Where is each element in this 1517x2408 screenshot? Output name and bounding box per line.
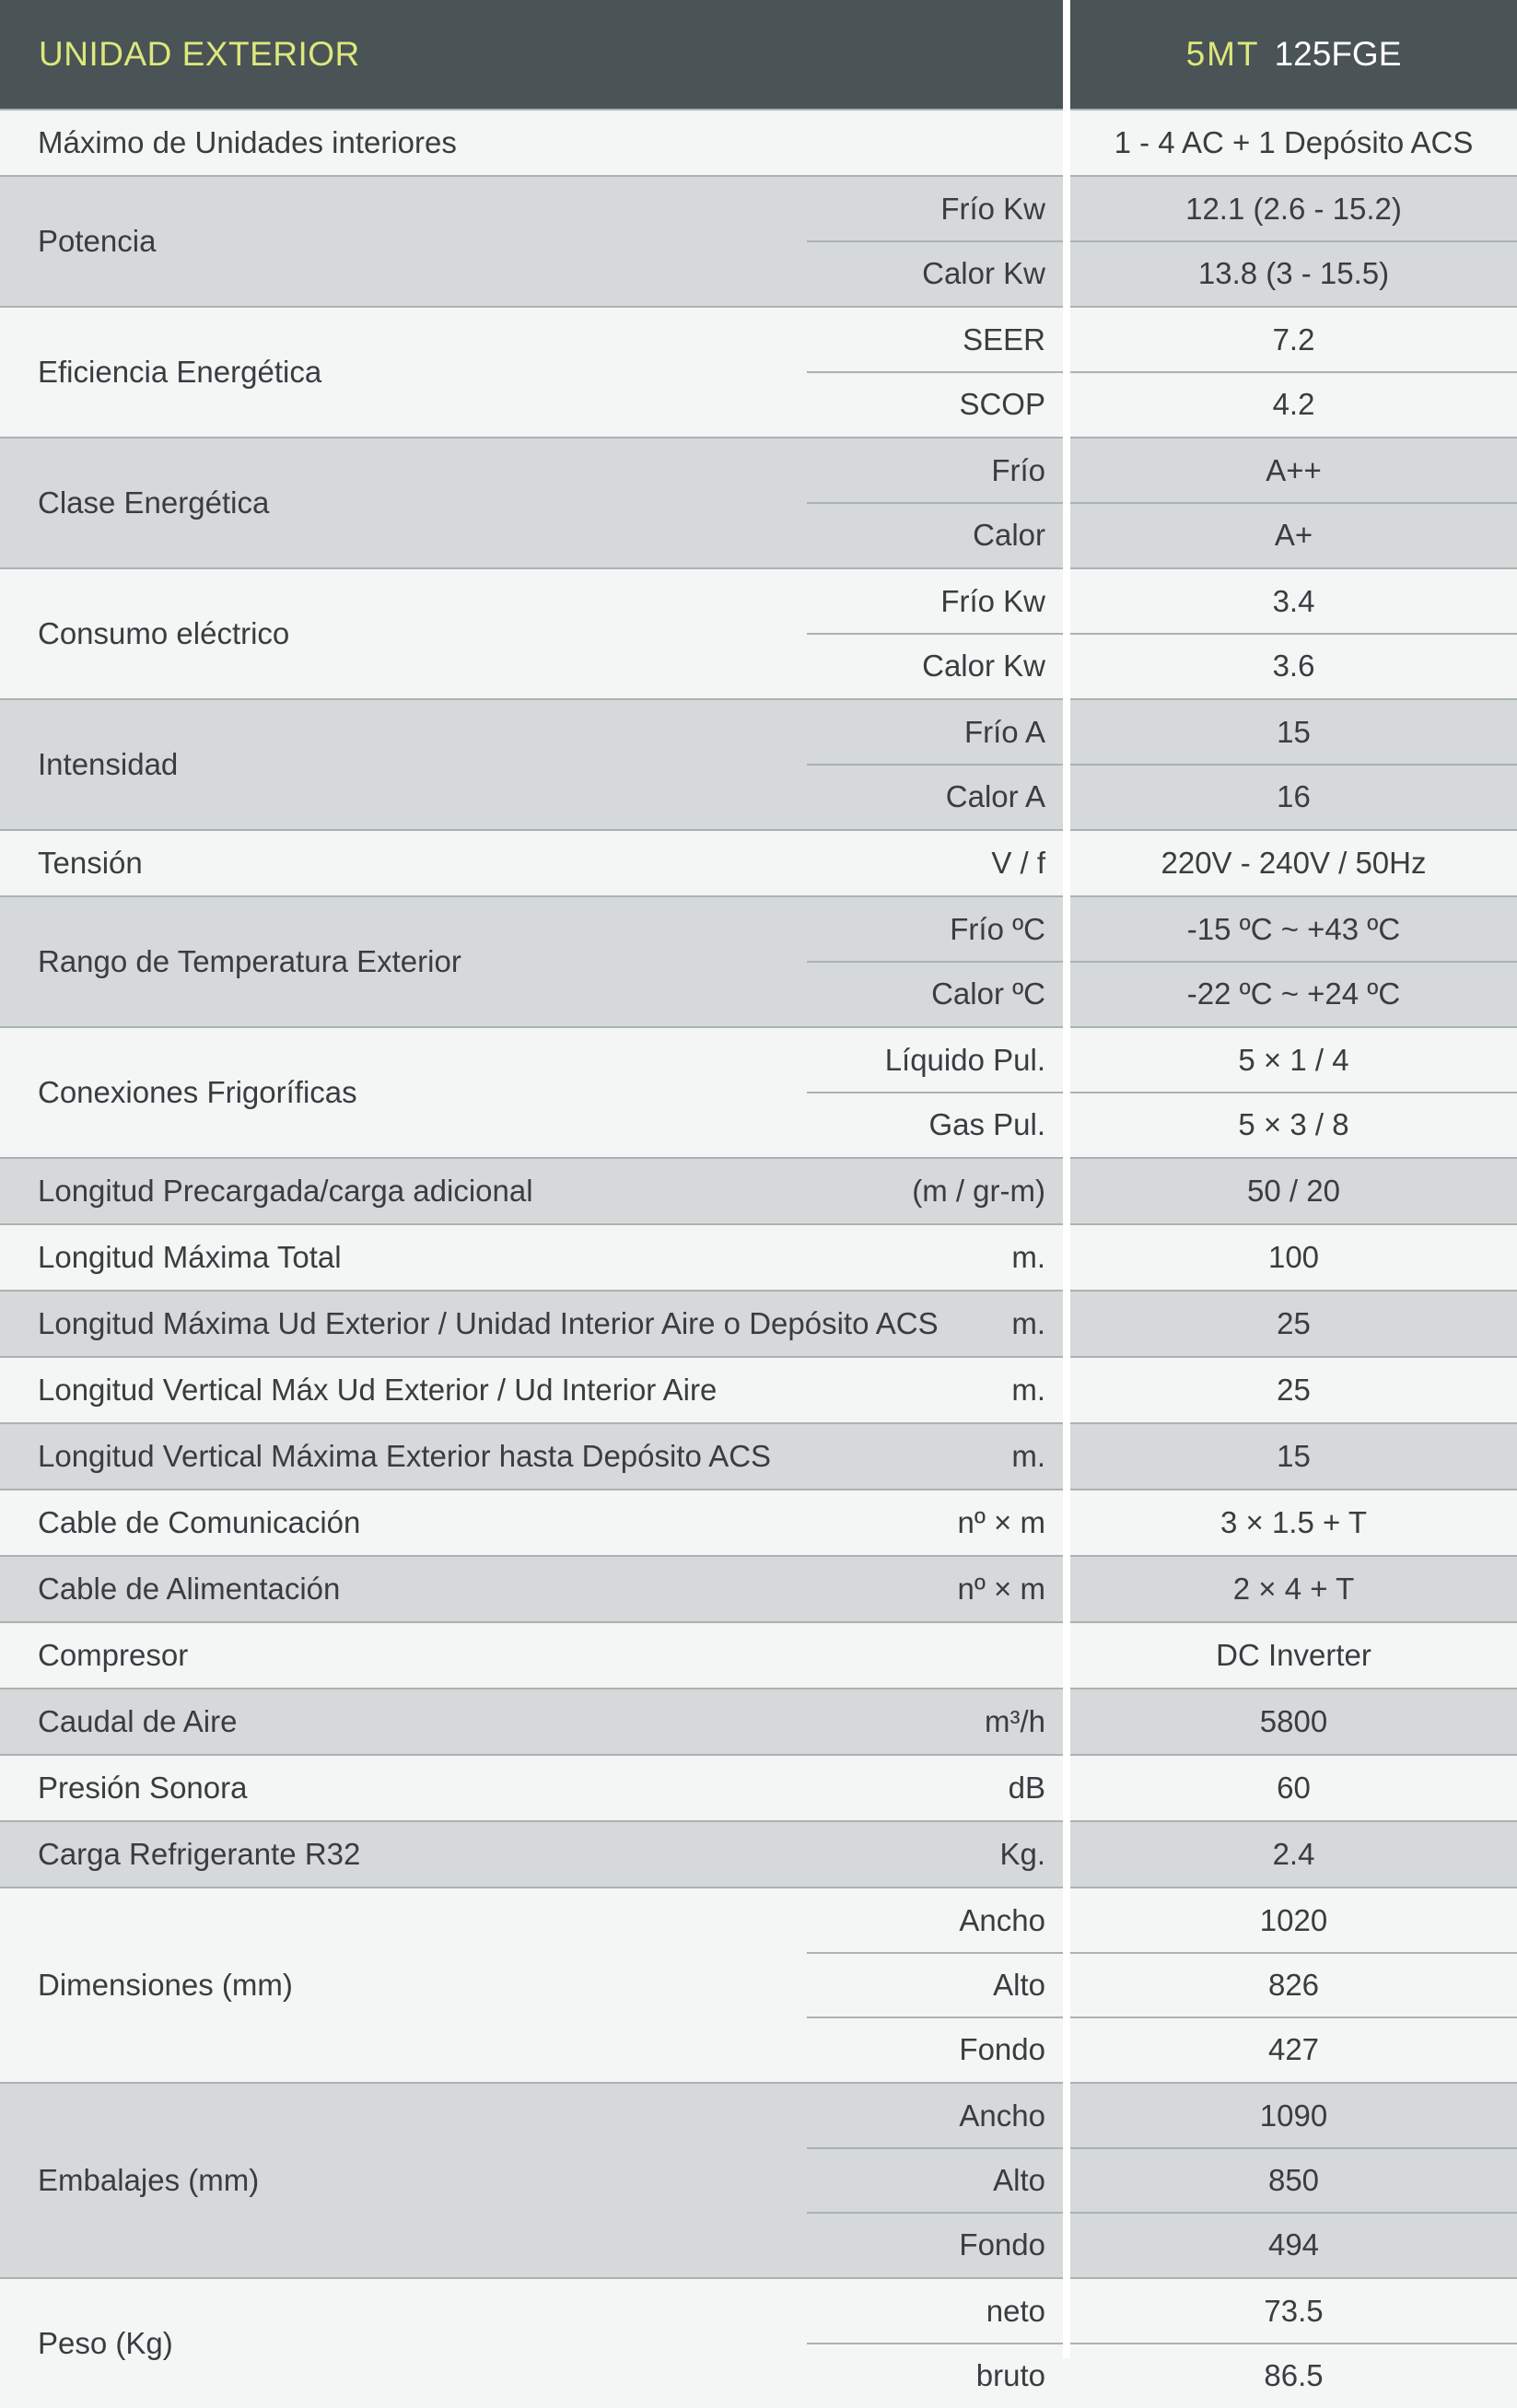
spec-unit-label: Fondo bbox=[959, 2227, 1045, 2262]
spec-subrow bbox=[0, 372, 1517, 437]
spec-value: 427 bbox=[1267, 2032, 1320, 2066]
spec-value: 494 bbox=[1267, 2227, 1320, 2262]
spec-unit-label: m. bbox=[1011, 1439, 1045, 1473]
spec-row bbox=[0, 1688, 1517, 1754]
spec-value: 1090 bbox=[1259, 2098, 1328, 2133]
spec-name: Dimensiones (mm) bbox=[38, 1968, 293, 2002]
spec-unit-label: m. bbox=[1011, 1373, 1045, 1407]
spec-value: 850 bbox=[1267, 2163, 1320, 2197]
spec-value: 12.1 (2.6 - 15.2) bbox=[1185, 192, 1402, 226]
spec-subrow bbox=[0, 1623, 1517, 1688]
spec-name: Máximo de Unidades interiores bbox=[38, 125, 457, 159]
spec-value: 100 bbox=[1267, 1240, 1320, 1274]
spec-value: 5 × 3 / 8 bbox=[1238, 1107, 1349, 1141]
spec-unit-label: dB bbox=[1008, 1771, 1045, 1805]
spec-name: Longitud Vertical Máx Ud Exterior / Ud Interior Aire bbox=[38, 1373, 718, 1407]
spec-subrow bbox=[0, 2213, 1517, 2277]
spec-value: 3.6 bbox=[1272, 649, 1315, 683]
spec-unit-label: m. bbox=[1011, 1240, 1045, 1274]
spec-name: Embalajes (mm) bbox=[38, 2163, 260, 2197]
spec-name: Longitud Precargada/carga adicional bbox=[38, 1174, 533, 1208]
spec-value: 15 bbox=[1277, 1439, 1311, 1473]
spec-unit-label: m³/h bbox=[985, 1704, 1045, 1738]
spec-unit-label: Ancho bbox=[959, 2098, 1045, 2133]
spec-unit-label: Frío bbox=[991, 453, 1045, 487]
header-model-cell bbox=[1070, 0, 1517, 109]
spec-unit-label: Calor bbox=[973, 518, 1045, 552]
spec-subrow bbox=[0, 1358, 1517, 1422]
spec-unit-label: nº × m bbox=[957, 1572, 1045, 1606]
spec-subrow bbox=[0, 1225, 1517, 1290]
spec-unit-label: V / f bbox=[991, 846, 1045, 880]
spec-value: 86.5 bbox=[1264, 2358, 1324, 2392]
spec-unit-label: Fondo bbox=[959, 2032, 1045, 2066]
spec-row bbox=[0, 1820, 1517, 1887]
spec-unit-label: bruto bbox=[975, 2358, 1045, 2392]
spec-value: A+ bbox=[1274, 518, 1313, 552]
spec-value: -22 ºC ~ +24 ºC bbox=[1186, 976, 1401, 1011]
spec-value: -15 ºC ~ +43 ºC bbox=[1186, 912, 1401, 946]
spec-value: A++ bbox=[1266, 453, 1322, 487]
spec-value: 826 bbox=[1267, 1968, 1320, 2002]
spec-subrow bbox=[0, 1159, 1517, 1223]
spec-row bbox=[0, 306, 1517, 437]
spec-value: 4.2 bbox=[1272, 387, 1315, 421]
spec-row bbox=[0, 1290, 1517, 1356]
spec-row bbox=[0, 1157, 1517, 1223]
spec-unit-label: Calor Kw bbox=[922, 256, 1045, 290]
spec-subrow bbox=[0, 1292, 1517, 1356]
spec-name: Peso (Kg) bbox=[38, 2326, 173, 2360]
spec-row bbox=[0, 1223, 1517, 1290]
spec-row bbox=[0, 175, 1517, 306]
spec-row bbox=[0, 2082, 1517, 2277]
spec-unit-label: Calor Kw bbox=[922, 649, 1045, 683]
spec-subrow bbox=[0, 831, 1517, 895]
spec-unit-label: Frío Kw bbox=[940, 192, 1045, 226]
spec-subrow bbox=[0, 438, 1517, 503]
spec-name: Caudal de Aire bbox=[38, 1704, 238, 1738]
spec-value: 1020 bbox=[1259, 1903, 1328, 1937]
spec-value: 2.4 bbox=[1272, 1837, 1315, 1871]
spec-subrow bbox=[0, 2148, 1517, 2213]
spec-name: Intensidad bbox=[38, 747, 179, 781]
spec-row bbox=[0, 567, 1517, 698]
spec-subrow bbox=[0, 1028, 1517, 1093]
spec-subrow bbox=[0, 1953, 1517, 2017]
spec-value: DC Inverter bbox=[1216, 1638, 1371, 1672]
spec-subrow bbox=[0, 634, 1517, 698]
spec-value: 1 - 4 AC + 1 Depósito ACS bbox=[1114, 125, 1474, 159]
spec-subrow bbox=[0, 241, 1517, 306]
spec-row bbox=[0, 1026, 1517, 1157]
spec-subrow bbox=[0, 1822, 1517, 1887]
column-divider bbox=[1063, 0, 1070, 2358]
spec-subrow bbox=[0, 1490, 1517, 1555]
spec-unit-label: Kg. bbox=[999, 1837, 1045, 1871]
spec-value: 3 × 1.5 + T bbox=[1219, 1505, 1367, 1539]
spec-name: Potencia bbox=[38, 224, 157, 258]
spec-subrow bbox=[0, 1424, 1517, 1489]
spec-unit-label: SEER bbox=[963, 322, 1045, 357]
spec-name: Tensión bbox=[38, 846, 143, 880]
spec-subrow bbox=[0, 962, 1517, 1026]
spec-unit-label: neto bbox=[986, 2294, 1045, 2328]
spec-name: Presión Sonora bbox=[38, 1771, 248, 1805]
spec-value: 2 × 4 + T bbox=[1232, 1572, 1355, 1606]
spec-row bbox=[0, 109, 1517, 175]
spec-name: Consumo eléctrico bbox=[38, 616, 290, 650]
spec-row bbox=[0, 1489, 1517, 1555]
spec-name: Longitud Vertical Máxima Exterior hasta Depósito ACS bbox=[38, 1439, 772, 1473]
spec-subrow bbox=[0, 1557, 1517, 1621]
model-prefix: 5MT bbox=[1185, 35, 1260, 73]
spec-unit-label: Líquido Pul. bbox=[884, 1043, 1045, 1077]
header-title: UNIDAD EXTERIOR bbox=[39, 35, 360, 73]
spec-unit-label: Alto bbox=[993, 1968, 1045, 2002]
spec-subrow bbox=[0, 1756, 1517, 1820]
spec-unit-label: Calor A bbox=[945, 779, 1045, 813]
spec-subrow bbox=[0, 700, 1517, 765]
model-suffix: 125FGE bbox=[1274, 35, 1402, 73]
spec-subrow bbox=[0, 2084, 1517, 2148]
spec-unit-label: Calor ºC bbox=[931, 976, 1045, 1011]
spec-value: 5 × 1 / 4 bbox=[1238, 1043, 1349, 1077]
spec-row bbox=[0, 1422, 1517, 1489]
spec-name: Conexiones Frigoríficas bbox=[38, 1075, 357, 1109]
spec-name: Eficiencia Energética bbox=[38, 355, 322, 389]
spec-value: 7.2 bbox=[1272, 322, 1315, 357]
spec-unit-label: nº × m bbox=[957, 1505, 1045, 1539]
spec-value: 73.5 bbox=[1264, 2294, 1324, 2328]
spec-subrow bbox=[0, 2344, 1517, 2408]
spec-subrow bbox=[0, 897, 1517, 962]
spec-unit-label: Alto bbox=[993, 2163, 1045, 2197]
spec-value: 25 bbox=[1277, 1373, 1311, 1407]
spec-row bbox=[0, 1621, 1517, 1688]
spec-subrow bbox=[0, 503, 1517, 567]
spec-value: 25 bbox=[1277, 1306, 1311, 1340]
spec-name: Longitud Máxima Ud Exterior / Unidad Interior Aire o Depósito ACS bbox=[38, 1306, 939, 1340]
spec-row bbox=[0, 829, 1517, 895]
spec-value: 5800 bbox=[1259, 1704, 1328, 1738]
spec-name: Carga Refrigerante R32 bbox=[38, 1837, 361, 1871]
spec-subrow bbox=[0, 308, 1517, 372]
spec-row bbox=[0, 1754, 1517, 1820]
spec-subrow bbox=[0, 111, 1517, 175]
spec-value: 16 bbox=[1277, 779, 1311, 813]
spec-name: Cable de Alimentación bbox=[38, 1572, 341, 1606]
spec-unit-label: m. bbox=[1011, 1306, 1045, 1340]
spec-unit-label: Ancho bbox=[959, 1903, 1045, 1937]
spec-value: 15 bbox=[1277, 715, 1311, 749]
spec-subrow bbox=[0, 1888, 1517, 1953]
spec-unit-label: (m / gr-m) bbox=[912, 1174, 1045, 1208]
spec-row bbox=[0, 1887, 1517, 2082]
spec-subrow bbox=[0, 765, 1517, 829]
spec-value: 220V - 240V / 50Hz bbox=[1161, 846, 1427, 880]
header-title-cell bbox=[0, 0, 1063, 109]
spec-subrow bbox=[0, 2017, 1517, 2082]
spec-value: 60 bbox=[1277, 1771, 1311, 1805]
spec-row bbox=[0, 2277, 1517, 2408]
spec-row bbox=[0, 437, 1517, 567]
spec-subrow bbox=[0, 1689, 1517, 1754]
spec-value: 13.8 (3 - 15.5) bbox=[1197, 256, 1390, 290]
spec-value: 3.4 bbox=[1272, 584, 1315, 618]
spec-unit-label: SCOP bbox=[959, 387, 1045, 421]
spec-unit-label: Frío ºC bbox=[950, 912, 1045, 946]
spec-subrow bbox=[0, 1093, 1517, 1157]
spec-row bbox=[0, 698, 1517, 829]
spec-name: Longitud Máxima Total bbox=[38, 1240, 342, 1274]
spec-rows bbox=[0, 109, 1517, 2408]
spec-name: Clase Energética bbox=[38, 485, 270, 520]
spec-value: 50 / 20 bbox=[1247, 1174, 1340, 1208]
spec-row bbox=[0, 1356, 1517, 1422]
spec-unit-label: Gas Pul. bbox=[928, 1107, 1045, 1141]
spec-name: Cable de Comunicación bbox=[38, 1505, 361, 1539]
spec-name: Rango de Temperatura Exterior bbox=[38, 944, 461, 978]
spec-subrow bbox=[0, 2279, 1517, 2344]
spec-name: Compresor bbox=[38, 1638, 189, 1672]
spec-row bbox=[0, 895, 1517, 1026]
spec-subrow bbox=[0, 177, 1517, 241]
spec-subrow bbox=[0, 569, 1517, 634]
spec-unit-label: Frío A bbox=[963, 715, 1045, 749]
spec-row bbox=[0, 1555, 1517, 1621]
spec-unit-label: Frío Kw bbox=[940, 584, 1045, 618]
